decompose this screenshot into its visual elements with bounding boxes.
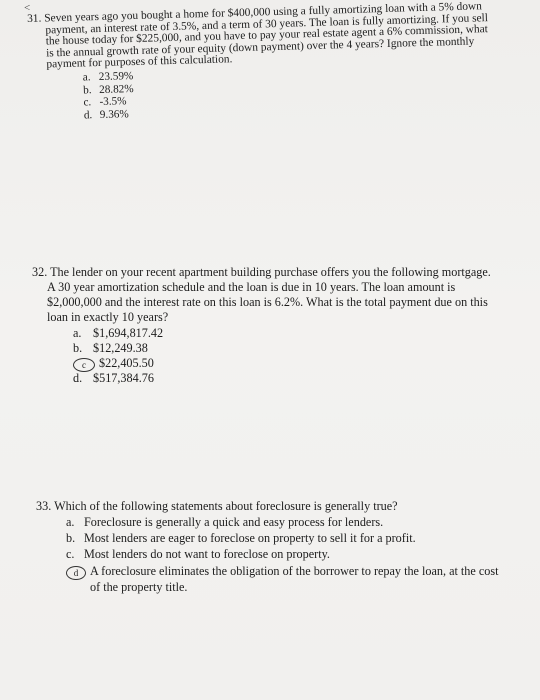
circled-answer-mark: d [66, 566, 86, 580]
option-text: 9.36% [99, 107, 129, 121]
option-text: $22,405.50 [99, 356, 154, 370]
option-letter: d. [73, 371, 83, 385]
circled-answer-mark: c [73, 358, 95, 372]
question-number: 33. [36, 499, 52, 513]
question-32 [32, 265, 497, 386]
option-c-selected[interactable] [73, 356, 497, 371]
option-a[interactable] [73, 326, 497, 341]
option-letter: d. [83, 108, 93, 122]
option-letter: a. [66, 515, 75, 529]
option-letter: b. [73, 341, 83, 355]
margin-check-mark: < [24, 2, 31, 14]
question-33-stem [36, 498, 506, 514]
option-letter: a. [73, 326, 82, 340]
option-a[interactable] [66, 514, 506, 530]
answer-options [66, 514, 506, 595]
option-d[interactable] [73, 371, 497, 386]
question-31 [27, 1, 500, 123]
question-number: 32. [32, 265, 48, 279]
answer-options [83, 60, 500, 122]
option-letter: a. [82, 71, 91, 84]
answer-options [73, 326, 497, 386]
option-text: 23.59% [98, 70, 134, 83]
option-c[interactable] [66, 546, 506, 562]
option-text: 28.82% [98, 82, 134, 96]
question-33 [36, 498, 506, 595]
question-text: Seven years ago you bought a home for $400,000 using a fully amortizing loan with a 5% down payment, an interest rate of 3.5%, and a term of 30 years. The loan is fully amortizing. If you sell the house today for $225,000, and you have to pay your real estate agent a 6% commission, what is the annual growth rate of your equity (down payment) over the 4 years? Ignore the monthly payment for purposes of this calculation. [44, 0, 489, 71]
option-text: Most lenders do not want to foreclose on property. [84, 547, 330, 562]
option-letter: b. [66, 531, 76, 546]
option-letter: c. [83, 96, 92, 109]
option-text: $12,249.38 [93, 341, 148, 355]
question-text: Which of the following statements about foreclosure is generally true? [54, 499, 398, 513]
question-32-stem [32, 265, 497, 325]
question-text: The lender on your recent apartment building purchase offers you the following mortgage. A 30 year amortization schedule and the loan is due in 10 years. The loan amount is $2,000,000 and the interest rate on this loan is 6.2%. What is the total payment due on this loan in exactly 10 years? [47, 265, 491, 324]
option-text: A foreclosure eliminates the obligation of the borrower to repay the loan, at the cost of the property title. [90, 563, 499, 594]
option-b[interactable] [73, 341, 497, 356]
option-text: -3.5% [99, 95, 127, 109]
question-number: 31. [26, 12, 42, 25]
option-letter: b. [82, 83, 92, 97]
option-letter: c. [66, 547, 75, 562]
option-text: Most lenders are eager to foreclose on property to sell it for a profit. [84, 531, 416, 546]
option-text: $1,694,817.42 [93, 326, 164, 340]
option-text: Foreclosure is generally a quick and easy process for lenders. [84, 515, 384, 529]
option-d-selected[interactable] [66, 563, 506, 595]
option-b[interactable] [66, 530, 506, 546]
option-text: $517,384.76 [93, 371, 154, 385]
